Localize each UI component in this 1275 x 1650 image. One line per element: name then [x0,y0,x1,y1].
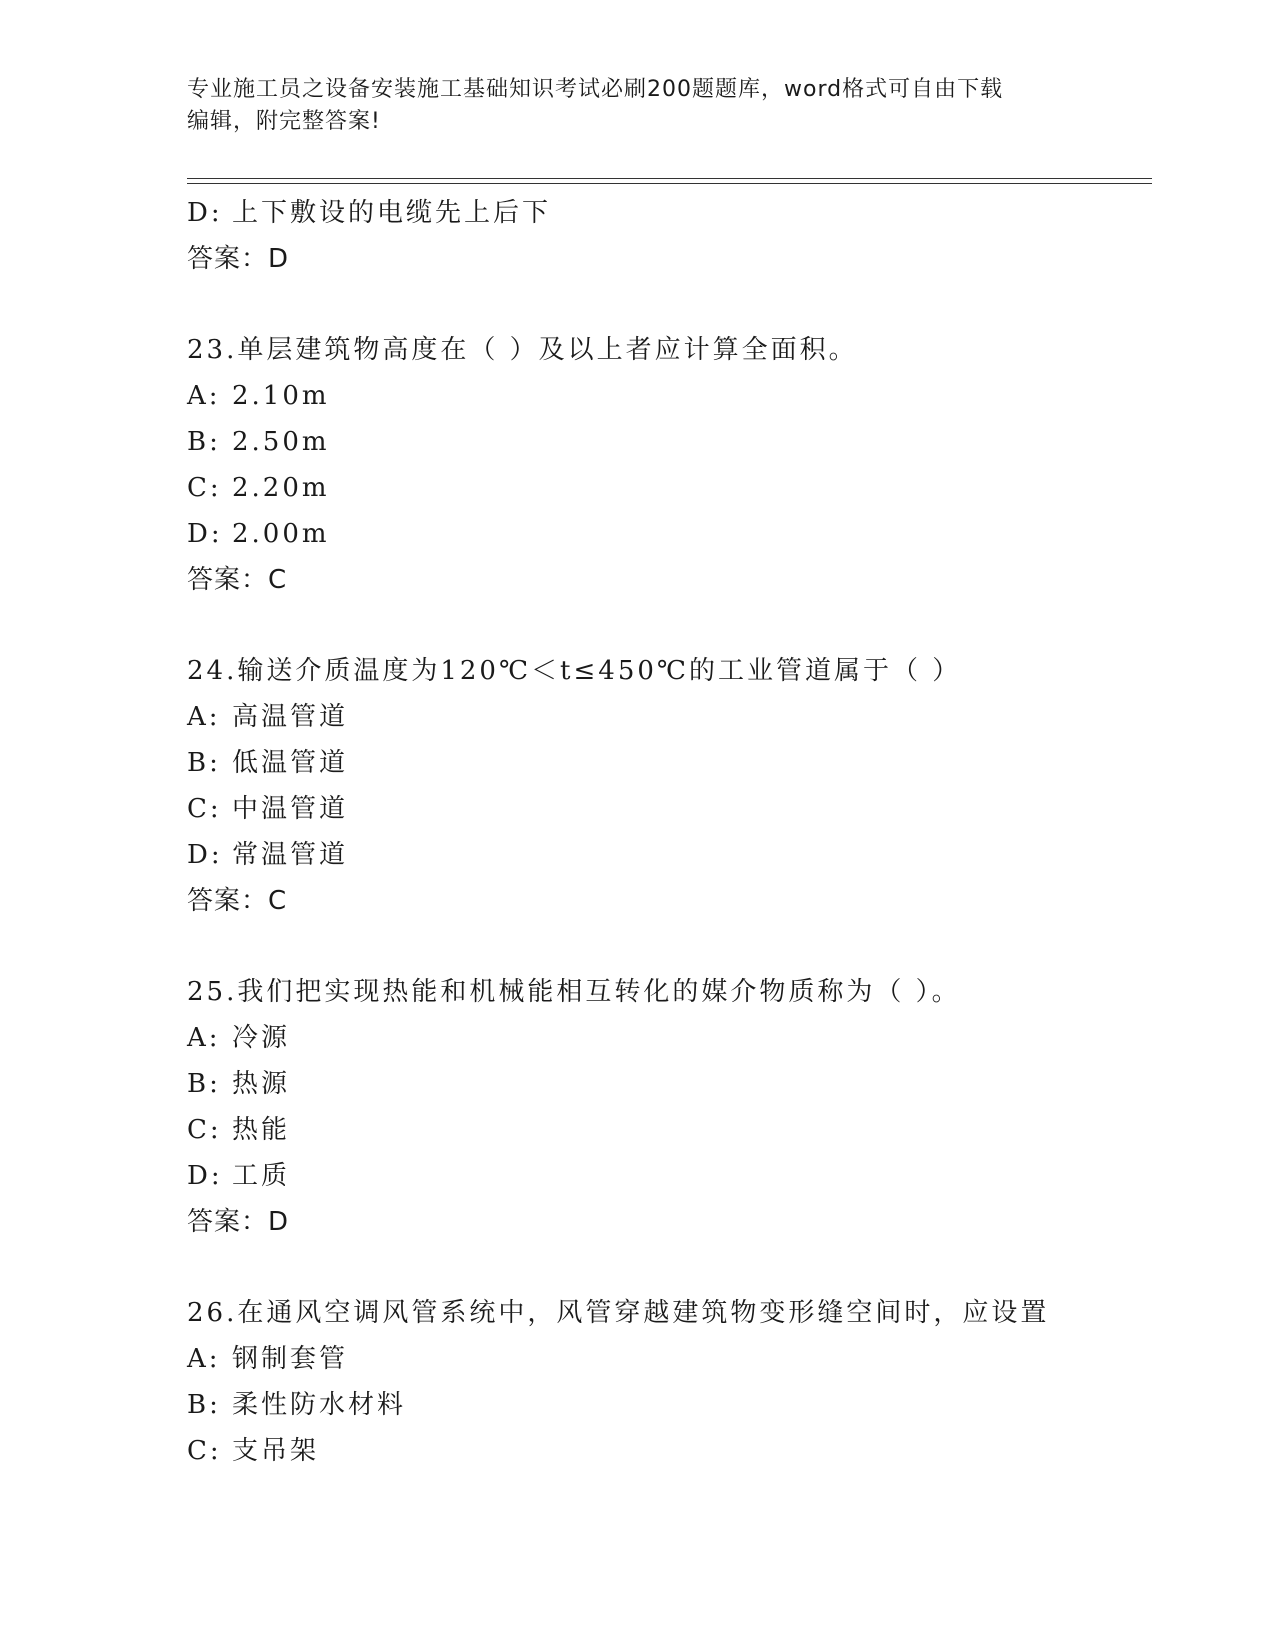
option-key: D: [187,1161,223,1191]
option-key: A: [187,1023,221,1053]
option-key: D: [187,198,223,228]
option-text: 中温管道 [232,794,349,824]
option-key: A: [187,702,221,732]
option-d [187,511,1147,557]
option-d [187,190,1147,236]
option-key: B: [187,748,221,778]
option-a [187,1015,1147,1061]
option-c [187,786,1147,832]
option-a [187,373,1147,419]
option-key: C: [187,473,222,503]
question-stem-23: 23.单层建筑物高度在（ ）及以上者应计算全面积。 [187,335,858,365]
option-key: D: [187,519,223,549]
option-text: 2.20m [232,473,330,503]
option-text: 上下敷设的电缆先上后下 [232,198,552,228]
option-key: B: [187,427,221,457]
option-c [187,1428,1147,1474]
answer-line: 答案：D [187,244,290,274]
question-stem-24: 24.输送介质温度为120℃＜t≤450℃的工业管道属于（ ） [187,656,962,686]
option-text: 常温管道 [232,840,349,870]
spacer [187,924,1147,969]
spacer [187,282,1147,327]
option-b [187,1061,1147,1107]
spacer [187,603,1147,648]
option-text: 冷源 [232,1023,291,1053]
option-key: C: [187,1436,222,1466]
option-b [187,419,1147,465]
question-stem-25: 25.我们把实现热能和机械能相互转化的媒介物质称为（ ）。 [187,977,961,1007]
option-c [187,465,1147,511]
header-title-line-2: 编辑，附完整答案! [187,109,381,134]
question-stem-26: 26.在通风空调风管系统中，风管穿越建筑物变形缝空间时，应设置 [187,1298,1050,1328]
option-text: 工质 [232,1161,291,1191]
option-text: 2.00m [232,519,330,549]
option-text: 2.10m [232,381,330,411]
spacer [187,1245,1147,1290]
option-text: 热源 [232,1069,291,1099]
option-b [187,740,1147,786]
header-title-line-1: 专业施工员之设备安装施工基础知识考试必刷200题题库，word格式可自由下载 [187,77,1004,102]
option-key: C: [187,1115,222,1145]
option-key: B: [187,1390,221,1420]
answer-line: 答案：D [187,1207,290,1237]
header-divider-top [187,178,1152,179]
option-key: C: [187,794,222,824]
header-divider-bottom [187,183,1152,184]
option-key: A: [187,1344,221,1374]
option-d [187,1153,1147,1199]
question-list [187,190,1147,1474]
option-text: 支吊架 [232,1436,320,1466]
option-text: 钢制套管 [232,1344,349,1374]
answer-line: 答案：C [187,886,288,916]
option-a [187,1336,1147,1382]
option-key: B: [187,1069,221,1099]
option-b [187,1382,1147,1428]
option-key: A: [187,381,221,411]
document-header [187,74,1067,138]
option-text: 高温管道 [232,702,349,732]
option-text: 2.50m [232,427,330,457]
option-text: 热能 [232,1115,291,1145]
option-d [187,832,1147,878]
option-text: 柔性防水材料 [232,1390,407,1420]
option-a [187,694,1147,740]
option-key: D: [187,840,223,870]
option-c [187,1107,1147,1153]
answer-line: 答案：C [187,565,288,595]
option-text: 低温管道 [232,748,349,778]
